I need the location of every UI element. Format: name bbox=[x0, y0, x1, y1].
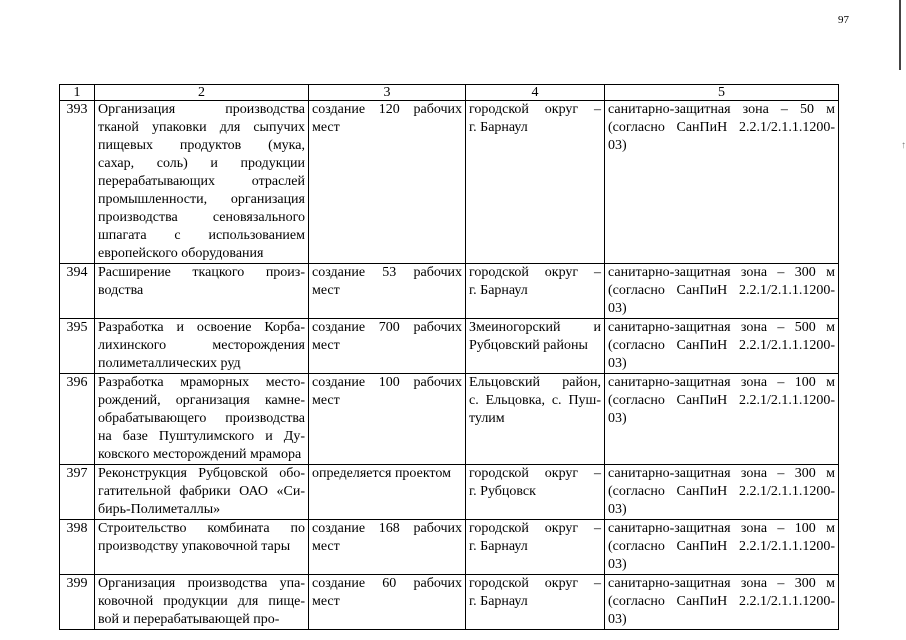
cell-line: городской округ – bbox=[469, 576, 601, 591]
cell-line: перерабатывающих отраслей bbox=[98, 174, 305, 189]
cell-object-name bbox=[95, 520, 309, 575]
cell-line: шпагата с использованием bbox=[98, 228, 305, 243]
cell-line: Организация производства bbox=[98, 102, 305, 117]
cell-location bbox=[466, 319, 605, 374]
cell-line: (согласно СанПиН 2.2.1/2.1.1.1200-03) bbox=[608, 539, 835, 572]
cell-line: (согласно СанПиН 2.2.1/2.1.1.1200-03) bbox=[608, 484, 835, 517]
cell-line: создание 168 рабочих bbox=[312, 521, 462, 536]
cell-line: санитарно-защитная зона – 500 м bbox=[608, 320, 835, 335]
header-row bbox=[60, 85, 839, 101]
cell-location bbox=[466, 374, 605, 465]
scan-edge-line bbox=[899, 0, 901, 70]
cell-line: Ельцовский район, bbox=[469, 375, 601, 390]
cell-location bbox=[466, 465, 605, 520]
column-header-5: 5 bbox=[605, 85, 839, 101]
cell-line: санитарно-защитная зона – 300 м bbox=[608, 576, 835, 591]
cell-line: на базе Пуштулимского и Ду- bbox=[98, 429, 305, 444]
cell-line: промышленности, организация bbox=[98, 192, 305, 207]
cell-line: Реконструкция Рубцовской обо- bbox=[98, 466, 305, 481]
cell-location bbox=[466, 520, 605, 575]
cell-object-name bbox=[95, 374, 309, 465]
scan-edge-mark: ↑ bbox=[901, 140, 906, 151]
column-header-2: 2 bbox=[95, 85, 309, 101]
cell-row-number: 398 bbox=[60, 520, 95, 575]
cell-line: мест bbox=[312, 120, 340, 135]
cell-line: тулим bbox=[469, 411, 505, 426]
cell-line: (согласно СанПиН 2.2.1/2.1.1.1200-03) bbox=[608, 283, 835, 316]
cell-line: (согласно СанПиН 2.2.1/2.1.1.1200-03) bbox=[608, 594, 835, 627]
cell-line: ковочной продукции для пище- bbox=[98, 594, 305, 609]
cell-line: пищевых продуктов (мука, bbox=[98, 138, 305, 153]
column-header-3: 3 bbox=[309, 85, 466, 101]
cell-line: гатительной фабрики ОАО «Си- bbox=[98, 484, 305, 499]
cell-line: (согласно СанПиН 2.2.1/2.1.1.1200-03) bbox=[608, 393, 835, 426]
cell-line: лихинского месторождения bbox=[98, 338, 305, 353]
cell-line: г. Рубцовск bbox=[469, 484, 536, 499]
cell-jobs bbox=[309, 374, 466, 465]
cell-line: мест bbox=[312, 283, 340, 298]
table-row bbox=[60, 319, 839, 374]
cell-line: г. Барнаул bbox=[469, 594, 528, 609]
cell-line: Змеиногорский и bbox=[469, 320, 601, 335]
cell-jobs bbox=[309, 319, 466, 374]
cell-line: городской округ – bbox=[469, 466, 601, 481]
cell-line: г. Барнаул bbox=[469, 283, 528, 298]
cell-line: мест bbox=[312, 594, 340, 609]
cell-line: производству упаковочной тары bbox=[98, 539, 291, 554]
cell-row-number: 394 bbox=[60, 264, 95, 319]
cell-line: бирь-Полиметаллы» bbox=[98, 502, 221, 517]
cell-line: санитарно-защитная зона – 300 м bbox=[608, 466, 835, 481]
cell-line: создание 100 рабочих bbox=[312, 375, 462, 390]
cell-line: санитарно-защитная зона – 300 м bbox=[608, 265, 835, 280]
cell-line: Разработка и освоение Корба- bbox=[98, 320, 305, 335]
cell-line: мест bbox=[312, 338, 340, 353]
cell-line: создание 120 рабочих bbox=[312, 102, 462, 117]
cell-line: санитарно-защитная зона – 100 м bbox=[608, 521, 835, 536]
cell-line: вой и перерабатывающей про- bbox=[98, 612, 280, 627]
cell-jobs bbox=[309, 101, 466, 264]
cell-line: санитарно-защитная зона – 50 м bbox=[608, 102, 835, 117]
column-header-4: 4 bbox=[466, 85, 605, 101]
cell-location bbox=[466, 264, 605, 319]
cell-line: мест bbox=[312, 393, 340, 408]
cell-line: обрабатывающего производства bbox=[98, 411, 305, 426]
cell-sanitary-zone bbox=[605, 264, 839, 319]
cell-sanitary-zone bbox=[605, 374, 839, 465]
cell-line: городской округ – bbox=[469, 265, 601, 280]
cell-line: городской округ – bbox=[469, 521, 601, 536]
cell-jobs bbox=[309, 575, 466, 630]
cell-line: Строительство комбината по bbox=[98, 521, 305, 536]
table-row bbox=[60, 575, 839, 630]
table-row bbox=[60, 520, 839, 575]
cell-line: Рубцовский районы bbox=[469, 338, 588, 353]
page-number: 97 bbox=[838, 14, 849, 26]
cell-sanitary-zone bbox=[605, 520, 839, 575]
cell-object-name bbox=[95, 101, 309, 264]
cell-row-number: 399 bbox=[60, 575, 95, 630]
table-row bbox=[60, 374, 839, 465]
cell-line: Организация производства упа- bbox=[98, 576, 305, 591]
cell-jobs bbox=[309, 465, 466, 520]
cell-object-name bbox=[95, 319, 309, 374]
cell-line: г. Барнаул bbox=[469, 120, 528, 135]
cell-jobs bbox=[309, 520, 466, 575]
cell-line: городской округ – bbox=[469, 102, 601, 117]
cell-line: ковского месторождений мрамора bbox=[98, 447, 302, 462]
cell-line: Расширение ткацкого произ- bbox=[98, 265, 305, 280]
cell-line: рождений, организация камне- bbox=[98, 393, 305, 408]
cell-line: создание 700 рабочих bbox=[312, 320, 462, 335]
cell-line: определяется проектом bbox=[312, 466, 451, 481]
cell-sanitary-zone bbox=[605, 575, 839, 630]
cell-line: мест bbox=[312, 539, 340, 554]
cell-line: с. Ельцовка, с. Пуш- bbox=[469, 393, 601, 408]
cell-line: санитарно-защитная зона – 100 м bbox=[608, 375, 835, 390]
cell-sanitary-zone bbox=[605, 319, 839, 374]
cell-line: (согласно СанПиН 2.2.1/2.1.1.1200-03) bbox=[608, 120, 835, 153]
table-row bbox=[60, 264, 839, 319]
cell-row-number: 395 bbox=[60, 319, 95, 374]
cell-row-number: 393 bbox=[60, 101, 95, 264]
cell-location bbox=[466, 575, 605, 630]
cell-location bbox=[466, 101, 605, 264]
cell-line: европейского оборудования bbox=[98, 246, 264, 261]
cell-object-name bbox=[95, 465, 309, 520]
table-row bbox=[60, 101, 839, 264]
cell-line: водства bbox=[98, 283, 144, 298]
cell-line: сахар, соль) и продукции bbox=[98, 156, 305, 171]
cell-sanitary-zone bbox=[605, 101, 839, 264]
cell-sanitary-zone bbox=[605, 465, 839, 520]
column-header-1: 1 bbox=[60, 85, 95, 101]
objects-table bbox=[59, 84, 839, 630]
cell-jobs bbox=[309, 264, 466, 319]
cell-object-name bbox=[95, 264, 309, 319]
cell-line: (согласно СанПиН 2.2.1/2.1.1.1200-03) bbox=[608, 338, 835, 371]
cell-line: создание 60 рабочих bbox=[312, 576, 462, 591]
cell-line: полиметаллических руд bbox=[98, 356, 241, 371]
cell-object-name bbox=[95, 575, 309, 630]
cell-line: производства сеновязального bbox=[98, 210, 305, 225]
cell-line: тканой упаковки для сыпучих bbox=[98, 120, 305, 135]
cell-line: г. Барнаул bbox=[469, 539, 528, 554]
cell-line: Разработка мраморных место- bbox=[98, 375, 305, 390]
table-row bbox=[60, 465, 839, 520]
cell-line: создание 53 рабочих bbox=[312, 265, 462, 280]
cell-row-number: 397 bbox=[60, 465, 95, 520]
cell-row-number: 396 bbox=[60, 374, 95, 465]
